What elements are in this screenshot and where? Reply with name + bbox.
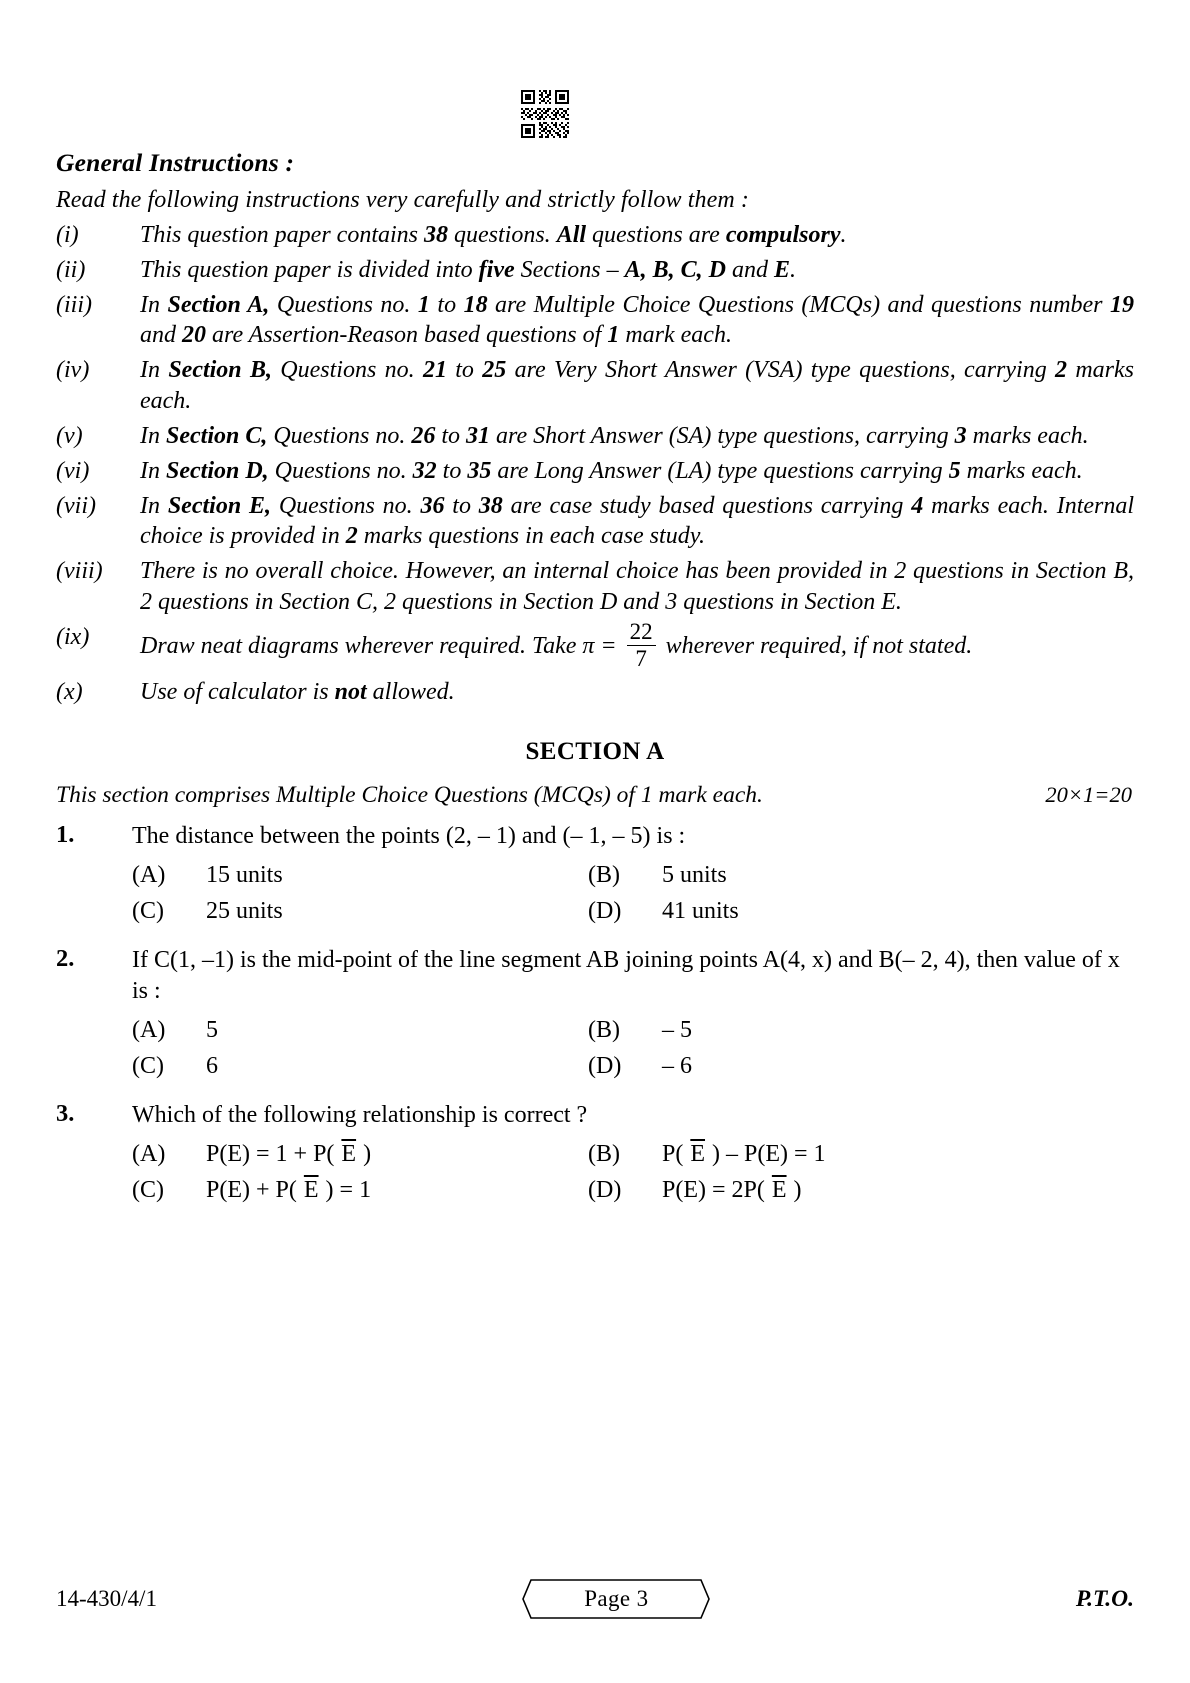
question-option[interactable]	[588, 1141, 1134, 1168]
page-content	[56, 148, 1134, 1224]
option-row	[132, 1053, 1134, 1080]
question-text: The distance between the points (2, – 1) and (– 1, – 5) is :	[132, 823, 686, 850]
qr-code-icon	[519, 88, 571, 140]
question-option[interactable]	[588, 1177, 1134, 1204]
instruction-number: (v)	[56, 422, 83, 449]
question-option[interactable]	[588, 862, 1134, 889]
option-value: 25 units	[206, 897, 283, 924]
option-label: (A)	[132, 1017, 166, 1044]
question-item	[56, 945, 1134, 1080]
question-option[interactable]	[132, 898, 588, 925]
section-marks: 20×1=20	[1045, 782, 1132, 808]
instruction-text: This question paper contains 38 questions. All questions are compulsory.	[140, 222, 847, 248]
instruction-number: (iv)	[56, 357, 90, 384]
instruction-number: (iii)	[56, 291, 92, 318]
option-value: 5 units	[662, 861, 727, 888]
option-row	[132, 862, 1134, 889]
option-label: (A)	[132, 1140, 166, 1167]
instruction-number: (vii)	[56, 492, 96, 519]
question-option[interactable]	[132, 1053, 588, 1080]
option-value: 5	[206, 1017, 218, 1044]
option-label: (B)	[588, 1140, 620, 1167]
instruction-number: (viii)	[56, 558, 103, 585]
option-label: (A)	[132, 861, 166, 888]
paper-code: 14-430/4/1	[56, 1586, 157, 1611]
instruction-text: Use of calculator is not allowed.	[140, 679, 455, 706]
instruction-item	[56, 677, 1134, 708]
option-row	[132, 1017, 1134, 1044]
option-label: (B)	[588, 1017, 620, 1044]
instruction-number: (i)	[56, 222, 79, 248]
instruction-text: There is no overall choice. However, an internal choice has been provided in 2 questions in Section B, 2 questions in Section C, 2 questions in Section D and 3 questions in Section E.	[140, 558, 1134, 616]
question-body	[132, 945, 1134, 1080]
instruction-number: (x)	[56, 679, 83, 706]
page-footer	[56, 1578, 1134, 1620]
question-option[interactable]	[588, 1017, 1134, 1044]
instruction-text: In Section C, Questions no. 26 to 31 are Short Answer (SA) type questions, carrying 3 marks each.	[140, 422, 1089, 449]
option-value: P(E) + P( $\overline{E}$ ) = 1	[206, 1176, 372, 1203]
question-spacer	[56, 927, 1134, 945]
questions-list	[56, 821, 1134, 1224]
instruction-text: In Section A, Questions no. 1 to 18 are Multiple Choice Questions (MCQs) and questions number 19 and 20 are Assertion-Reason based questions of 1 mark each.	[140, 291, 1135, 349]
question-number: 3.	[56, 1100, 75, 1128]
question-option[interactable]	[588, 1053, 1134, 1080]
option-label: (C)	[132, 897, 164, 924]
option-value: – 6	[662, 1053, 692, 1080]
question-body	[132, 1100, 1134, 1204]
instruction-item	[56, 456, 1134, 487]
instruction-item	[56, 355, 1134, 417]
option-value: P(E) = 1 + P( $\overline{E}$ )	[206, 1140, 372, 1167]
instruction-number: (vi)	[56, 457, 90, 484]
option-value: – 5	[662, 1017, 692, 1044]
instruction-text: In Section E, Questions no. 36 to 38 are case study based questions carrying 4 marks each. Internal choice is provided in 2 marks questions in each case study.	[140, 492, 1135, 550]
section-description-text: This section comprises Multiple Choice Questions (MCQs) of 1 mark each.	[56, 782, 763, 809]
question-number: 1.	[56, 821, 75, 849]
complement-overline: $\overline{E}$	[771, 1176, 787, 1203]
option-label: (D)	[588, 1053, 622, 1080]
option-value: 15 units	[206, 861, 283, 888]
instruction-number: (ii)	[56, 256, 86, 283]
question-option[interactable]	[132, 1017, 588, 1044]
question-text: If C(1, –1) is the mid-point of the line segment AB joining points A(4, x) and B(– 2, 4), then value of x is :	[132, 946, 1120, 1005]
instruction-text: Draw neat diagrams wherever required. Take π = $\frac{22}{7}$ wherever required, if not stated.	[140, 618, 973, 672]
complement-overline: $\overline{E}$	[303, 1176, 319, 1203]
question-item	[56, 821, 1134, 925]
option-label: (C)	[132, 1176, 164, 1203]
page-number-label: Page 3	[584, 1586, 649, 1611]
question-spacer	[56, 1206, 1134, 1224]
option-label: (D)	[588, 1176, 622, 1203]
instruction-text: In Section B, Questions no. 21 to 25 are Very Short Answer (VSA) type questions, carrying 2 marks each.	[140, 357, 1135, 415]
instruction-text: In Section D, Questions no. 32 to 35 are Long Answer (LA) type questions carrying 5 marks each.	[140, 457, 1083, 484]
question-text: Which of the following relationship is correct ?	[132, 1102, 588, 1129]
option-row	[132, 1141, 1134, 1168]
question-number: 2.	[56, 944, 75, 972]
instruction-item	[56, 556, 1134, 618]
question-option[interactable]	[588, 898, 1134, 925]
section-description	[56, 782, 1134, 809]
question-spacer	[56, 1082, 1134, 1100]
pto-label: P.T.O.	[1075, 1585, 1134, 1612]
question-body	[132, 821, 1134, 925]
option-label: (B)	[588, 861, 620, 888]
question-option[interactable]	[132, 1177, 588, 1204]
question-option[interactable]	[132, 1141, 588, 1168]
option-value: 41 units	[662, 897, 739, 924]
read-instructions-line: Read the following instructions very carefully and strictly follow them :	[56, 187, 749, 213]
section-title: SECTION A	[525, 738, 665, 766]
complement-overline: $\overline{E}$	[341, 1140, 357, 1167]
complement-overline: $\overline{E}$	[690, 1140, 706, 1167]
page-number-badge	[521, 1578, 711, 1620]
option-label: (C)	[132, 1053, 164, 1080]
option-label: (D)	[588, 897, 622, 924]
instructions-list	[56, 220, 1134, 708]
option-value: 6	[206, 1053, 218, 1080]
option-row	[132, 1177, 1134, 1204]
option-row	[132, 898, 1134, 925]
instruction-item	[56, 290, 1134, 352]
question-item	[56, 1100, 1134, 1204]
option-value: P( $\overline{E}$ ) – P(E) = 1	[662, 1140, 826, 1167]
pi-fraction: $\frac{22}{7}$	[627, 620, 656, 671]
instruction-item	[56, 255, 1134, 286]
question-option[interactable]	[132, 862, 588, 889]
option-value: P(E) = 2P( $\overline{E}$ )	[662, 1176, 802, 1203]
general-instructions-heading: General Instructions :	[56, 148, 295, 177]
instruction-item	[56, 491, 1134, 553]
instruction-text: This question paper is divided into five Sections – A, B, C, D and E.	[140, 256, 796, 283]
instruction-item	[56, 421, 1134, 452]
instruction-item	[56, 618, 1134, 673]
instruction-number: (ix)	[56, 623, 90, 650]
instruction-item	[56, 220, 1134, 251]
